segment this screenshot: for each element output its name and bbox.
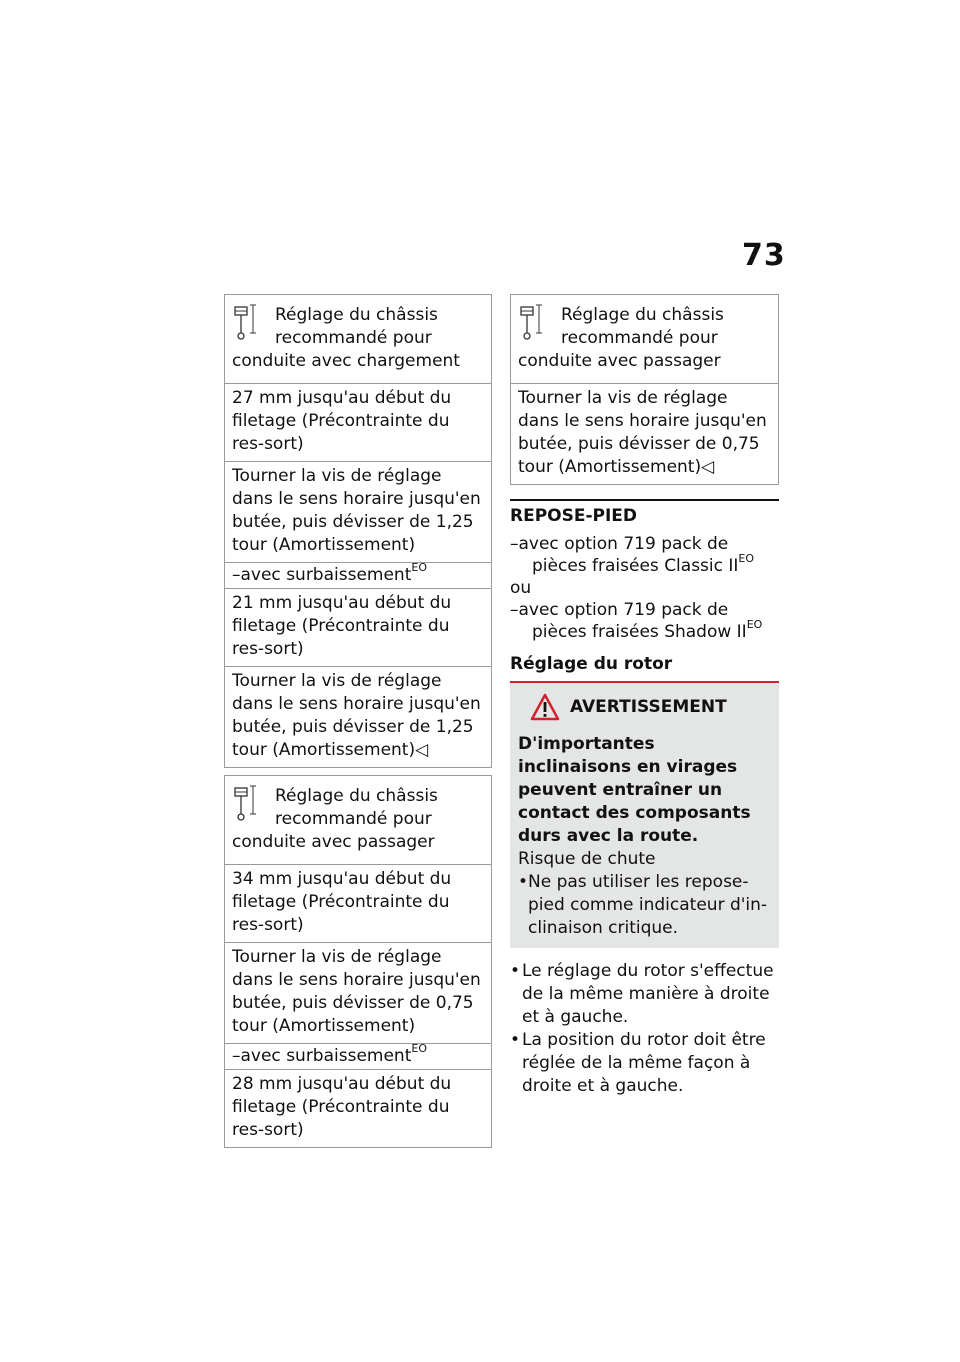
preload-value: 27 mm jusqu'au début du filetage (Précontrainte du res-sort)	[225, 383, 491, 461]
or-text: ou	[510, 578, 532, 598]
option-item	[510, 599, 779, 643]
condition-text: –avec surbaissement	[232, 565, 412, 585]
list-item-text: Le réglage du rotor s'effectue de la même manière à droite et à gauche.	[522, 961, 774, 1027]
bullet-icon: •	[518, 872, 529, 892]
spec-line-1: Réglage du châssis	[561, 305, 724, 325]
preload-value: 34 mm jusqu'au début du filetage (Précontrainte du res-sort)	[225, 864, 491, 942]
page-number: 73	[742, 238, 786, 273]
option-item	[510, 533, 779, 577]
option-text-cont: pièces fraisées Classic II	[532, 556, 739, 576]
suspension-spec-icon	[233, 784, 259, 822]
warning-risk: Risque de chute	[518, 849, 656, 869]
list-item-text: La position du rotor doit être réglée de la même façon à droite et à gauche.	[522, 1030, 766, 1096]
spec-table-passenger	[224, 775, 492, 1148]
spec-table-loaded	[224, 294, 492, 768]
warning-header	[518, 693, 771, 721]
spec-line-2: recommandé pour	[275, 328, 432, 348]
spec-line-2: recommandé pour	[275, 809, 432, 829]
condition-row	[225, 562, 491, 588]
warning-box	[510, 683, 779, 948]
suspension-spec-icon	[519, 303, 545, 341]
condition-row	[225, 1043, 491, 1069]
bullet-icon: •	[510, 1030, 521, 1050]
option-sup: EO	[738, 552, 755, 566]
warning-item-text: Ne pas utiliser les repose-pied comme indicateur d'in-clinaison critique.	[528, 872, 768, 938]
condition-sup: EO	[411, 1042, 427, 1056]
damping-value: Tourner la vis de réglage dans le sens horaire jusqu'en butée, puis dévisser de 1,25 tour (Amortissement)	[225, 461, 491, 562]
option-text-cont: pièces fraisées Shadow II	[532, 622, 747, 642]
damping-value-lowered: Tourner la vis de réglage dans le sens horaire jusqu'en butée, puis dévisser de 1,25 tour (Amortissement)◁	[225, 666, 491, 767]
suspension-spec-icon	[233, 303, 259, 341]
condition-sup: EO	[411, 561, 427, 575]
left-column	[224, 294, 492, 1148]
spec-header	[225, 295, 491, 383]
preload-value-lowered: 28 mm jusqu'au début du filetage (Précontrainte du res-sort)	[225, 1069, 491, 1147]
spec-table-passenger-cont	[510, 294, 779, 485]
option-sup: EO	[746, 618, 763, 632]
option-text: –avec option 719 pack de	[510, 534, 729, 554]
spec-line-3: conduite avec passager	[232, 832, 435, 852]
condition-text: –avec surbaissement	[232, 1046, 412, 1066]
damping-value: Tourner la vis de réglage dans le sens horaire jusqu'en butée, puis dévisser de 0,75 tour (Amortissement)◁	[511, 383, 778, 484]
warning-title: AVERTISSEMENT	[570, 697, 727, 717]
spec-line-1: Réglage du châssis	[275, 786, 438, 806]
spec-line-2: recommandé pour	[561, 328, 718, 348]
preload-value-lowered: 21 mm jusqu'au début du filetage (Précontrainte du res-sort)	[225, 588, 491, 666]
subsection-title: Réglage du rotor	[510, 653, 779, 683]
damping-value: Tourner la vis de réglage dans le sens horaire jusqu'en butée, puis dévisser de 0,75 tour (Amortissement)	[225, 942, 491, 1043]
spec-header	[511, 295, 778, 383]
list-item	[510, 960, 779, 1029]
spec-line-1: Réglage du châssis	[275, 305, 438, 325]
list-item	[510, 1029, 779, 1098]
bullet-icon: •	[510, 961, 521, 981]
warning-bold-text: D'importantes inclinaisons en virages peuvent entraîner un contact des composants durs avec la route.	[518, 734, 751, 846]
option-text: –avec option 719 pack de	[510, 600, 729, 620]
spec-line-3: conduite avec chargement	[232, 351, 460, 371]
spec-header	[225, 776, 491, 864]
spec-line-3: conduite avec passager	[518, 351, 721, 371]
warning-triangle-icon	[530, 693, 560, 721]
right-column	[510, 294, 779, 1098]
section-title: REPOSE-PIED	[510, 499, 779, 527]
rotor-instructions	[510, 960, 779, 1098]
warning-item	[518, 871, 771, 940]
